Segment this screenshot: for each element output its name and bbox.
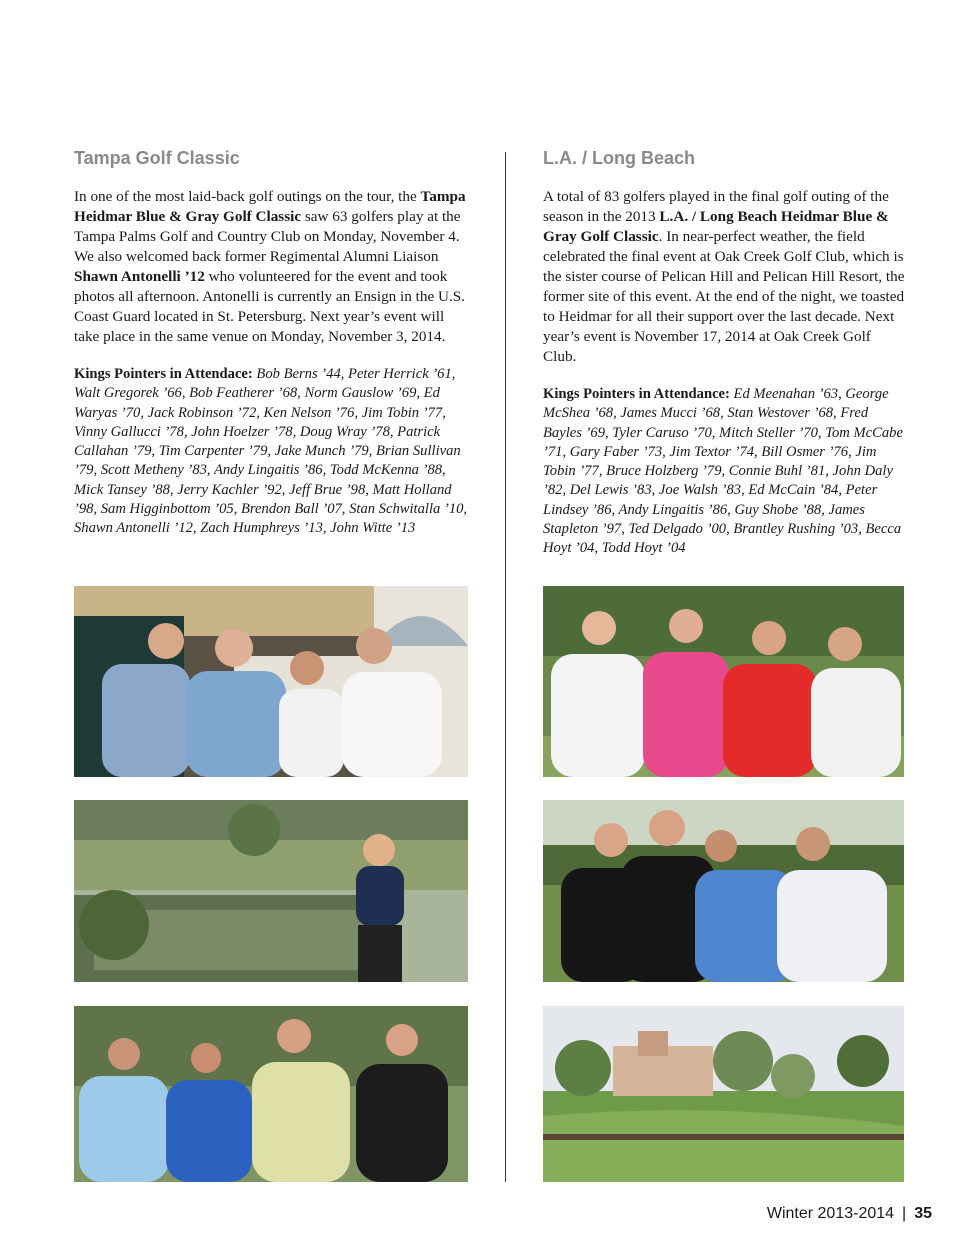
tampa-photo-group-indoor	[74, 586, 468, 777]
tampa-text-2: saw 63 golfers play at the Tampa Palms Golf and Country Club on Monday, November 4. We also welcomed back former Regimental Alumni Liaison	[74, 208, 461, 265]
tampa-photo-group-outdoor	[74, 1006, 468, 1182]
la-photo-group-1	[543, 586, 904, 777]
page-number: 35	[914, 1205, 932, 1222]
tampa-text-3: who volunteered for the event and took photos all afternoon. Antonelli is currently an Ensign in the U.S. Coast Guard located in St. Petersburg. Next year’s event will take place in the same venue on Monday, November 3, 2014.	[74, 268, 466, 345]
la-text-1: A total of 83 golfers played in the final golf outing of the season in the 2013	[543, 188, 889, 225]
tampa-column	[74, 148, 470, 539]
tampa-volunteer-name: Shawn Antonelli ’12	[74, 268, 205, 285]
tampa-event-name: Tampa Heidmar Blue & Gray Golf Classic	[74, 188, 466, 225]
tampa-section-title: Tampa Golf Classic	[74, 148, 240, 168]
la-attendance-label: Kings Pointers in Attendance:	[543, 386, 730, 402]
la-photo-clubhouse	[543, 1006, 904, 1182]
la-text-2: . In near-perfect weather, the field celebrated the final event at Oak Creek Golf Club, which is the sister course of Pelican Hill and Pelican Hill Resort, the former site of this event. At the end of the night, we toasted to Heidmar for all their support over the last decade. Next year’s event is November 17, 2014 at Oak Creek Golf Club.	[543, 228, 905, 365]
la-article-body	[543, 187, 905, 367]
tampa-text-1: In one of the most laid-back golf outings on the tour, the	[74, 188, 421, 205]
la-event-name: L.A. / Long Beach Heidmar Blue & Gray Golf Classic	[543, 208, 889, 245]
la-attendance-names: Ed Meenahan ’63, George McShea ’68, James Mucci ’68, Stan Westover ’68, Fred Bayles ’69, Tyler Caruso ’70, Mitch Steller ’70, Tom McCabe ’71, Gary Faber ’73, Jim Textor ’74, Bill Osmer ’76, Jim Tobin ’77, Bruce Holzberg ’79, Connie Buhl ’81, John Daly ’82, Del Lewis ’83, Joe Walsh ’83, Ed McCain ’84, Peter Lindsey ’86, Andy Lingaitis ’86, Guy Shobe ’88, James Stapleton ’97, Ted Delgado ’00, Brantley Rushing ’03, Becca Hoyt ’04, Todd Hoyt ’04	[543, 386, 903, 557]
page-footer	[767, 1205, 932, 1223]
footer-separator: |	[902, 1205, 907, 1222]
tampa-article-body	[74, 187, 470, 347]
column-divider	[505, 152, 506, 1182]
la-attendance	[543, 385, 905, 559]
la-photo-group-2	[543, 800, 904, 982]
tampa-attendance-names: Bob Berns ’44, Peter Herrick ’61, Walt Gregorek ’66, Bob Featherer ’68, Norm Gauslow ’69, Ed Waryas ’70, Jack Robinson ’72, Ken Nelson ’76, Jim Tobin ’77, Vinny Gallucci ’78, John Hoelzer ’78, Doug Wray ’78, Patrick Callahan ’79, Tim Carpenter ’79, Jake Munch ’79, Brian Sullivan ’79, Scott Metheny ’83, Andy Lingaitis ’86, Todd McKenna ’88, Mick Tansey ’88, Jerry Kachler ’92, Jeff Brue ’98, Matt Holland ’98, Sam Higginbottom ’05, Brendon Ball ’07, Stan Schwitalla ’10, Shawn Antonelli ’12, Zach Humphreys ’13, John Witte ’13	[74, 366, 468, 537]
la-section-title: L.A. / Long Beach	[543, 148, 696, 168]
tampa-attendance-label: Kings Pointers in Attendace:	[74, 366, 253, 382]
tampa-attendance	[74, 365, 470, 539]
issue-label: Winter 2013-2014	[766, 1205, 895, 1222]
la-column	[543, 148, 905, 559]
tampa-photo-pond	[74, 800, 468, 982]
